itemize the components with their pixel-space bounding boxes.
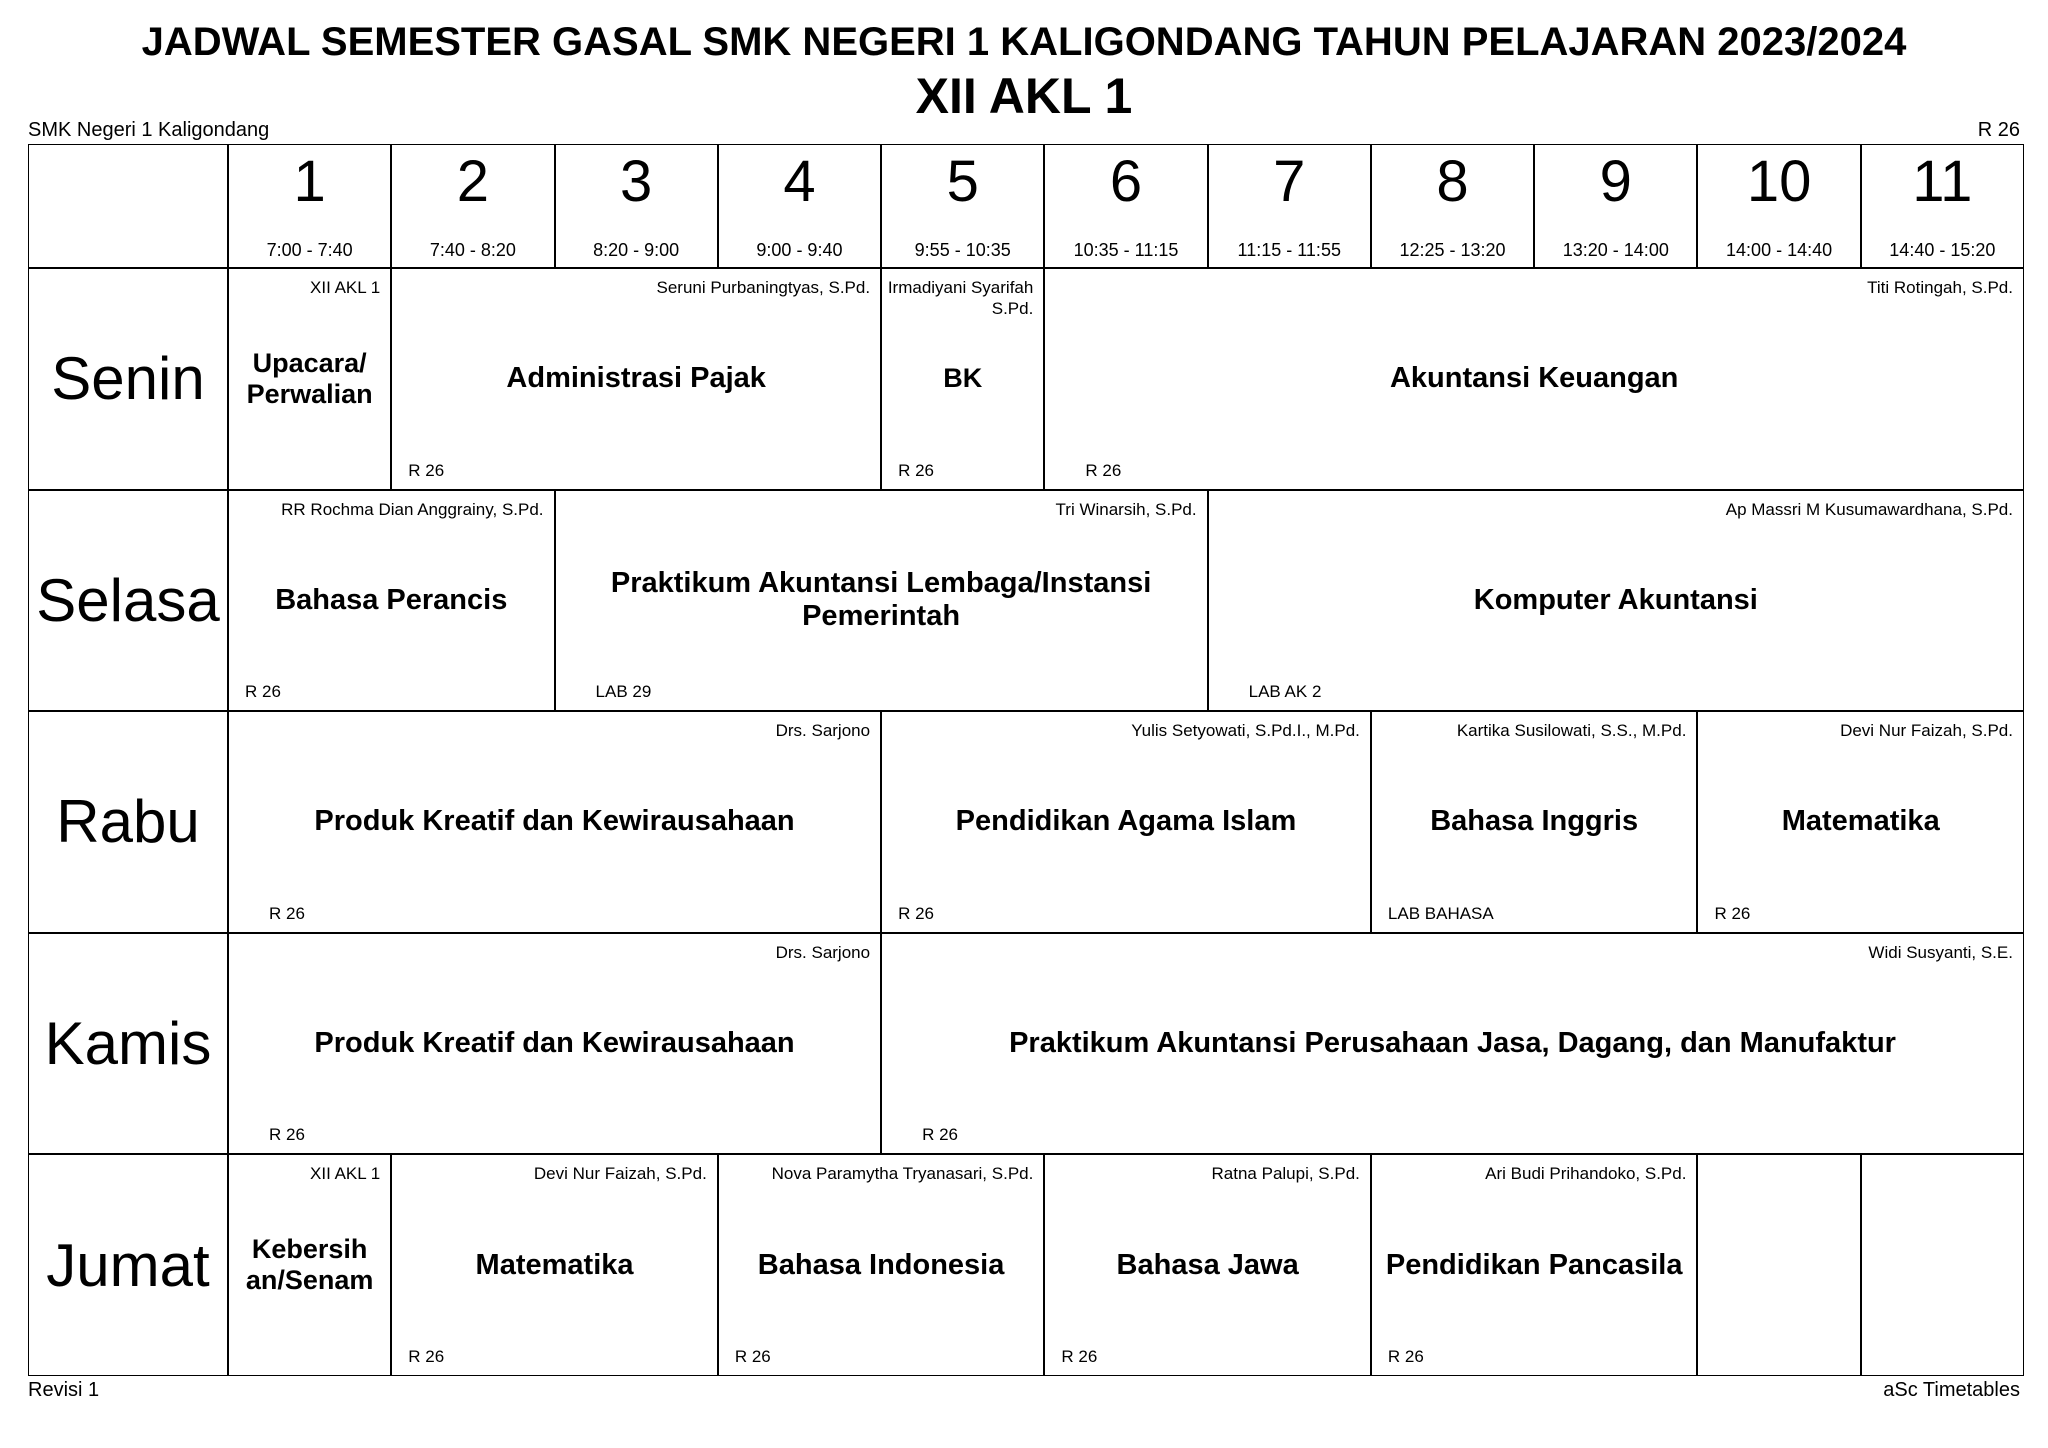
subject-name: Produk Kreatif dan Kewirausahaan: [314, 805, 795, 838]
room-label: R 26: [898, 460, 934, 480]
teacher-name: XII AKL 1: [310, 278, 381, 297]
room-label: R 26: [245, 682, 281, 702]
timetable-grid: [28, 144, 2024, 1376]
lesson-cell: [1208, 490, 2024, 712]
lesson-cell: [228, 490, 555, 712]
period-time: 8:20 - 9:00: [593, 240, 680, 260]
lesson-cell: [881, 268, 1044, 490]
teacher-name: Widi Susyanti, S.E.: [1868, 942, 2013, 962]
period-number: 11: [1912, 149, 1973, 214]
day-name: Jumat: [46, 1231, 210, 1299]
period-number: 5: [946, 149, 979, 214]
period-number: 3: [620, 149, 653, 214]
lesson-cell: [1371, 1154, 1698, 1376]
lesson-cell: [391, 1154, 718, 1376]
period-header: [228, 144, 391, 268]
lesson-cell: [1044, 1154, 1371, 1376]
period-number: 4: [783, 149, 816, 214]
lesson-cell: [391, 268, 881, 490]
period-number: 10: [1746, 149, 1812, 214]
period-time: 10:35 - 11:15: [1073, 240, 1179, 260]
lesson-cell: [228, 711, 881, 933]
subject-name: Administrasi Pajak: [506, 362, 766, 395]
period-header: [1534, 144, 1697, 268]
subject-name: Pendidikan Pancasila: [1385, 1248, 1683, 1281]
period-time: 14:40 - 15:20: [1889, 240, 1996, 260]
room-label: LAB AK 2: [1248, 682, 1322, 702]
lesson-cell: [1861, 1154, 2024, 1376]
period-time: 9:00 - 9:40: [756, 240, 843, 260]
period-number: 8: [1436, 149, 1469, 214]
lesson-cell: [228, 933, 881, 1155]
day-label-cell: [28, 490, 228, 712]
period-header: [1861, 144, 2024, 268]
subject-name: Bahasa Indonesia: [757, 1248, 1005, 1281]
room-label: R 26: [1387, 1346, 1424, 1366]
subject-name: Pendidikan Agama Islam: [955, 805, 1297, 838]
period-time: 11:15 - 11:55: [1237, 240, 1341, 260]
lesson-cell: [718, 1154, 1045, 1376]
lesson-cell: [1697, 711, 2024, 933]
period-header: [391, 144, 554, 268]
room-label: LAB BAHASA: [1387, 903, 1494, 923]
subject-name: Upacara/ Perwalian: [246, 347, 373, 409]
timetable-title: JADWAL SEMESTER GASAL SMK NEGERI 1 KALIGONDANG TAHUN PELAJARAN 2023/2024: [141, 20, 1907, 64]
day-name: Kamis: [44, 1010, 212, 1078]
teacher-name: Devi Nur Faizah, S.Pd.: [1840, 721, 2013, 741]
period-number: 7: [1273, 149, 1306, 214]
subject-name: Matematika: [475, 1248, 634, 1281]
teacher-name: RR Rochma Dian Anggrainy, S.Pd.: [281, 499, 544, 519]
room-label: R 26: [408, 460, 445, 480]
room-label: R 26: [1085, 460, 1122, 480]
lesson-cell: [228, 268, 391, 490]
subject-name: Bahasa Perancis: [275, 583, 508, 616]
revision-label: Revisi 1: [28, 1379, 100, 1401]
generator-label: aSc Timetables: [1883, 1379, 2020, 1401]
period-header: [1208, 144, 1371, 268]
period-time: 13:20 - 14:00: [1562, 240, 1669, 260]
room-label: R 26: [269, 1125, 305, 1145]
period-header: [718, 144, 881, 268]
room-label: R 26: [898, 903, 934, 923]
day-label-cell: [28, 933, 228, 1155]
teacher-name: Ap Massri M Kusumawardhana, S.Pd.: [1725, 499, 2013, 519]
subject-name: [1704, 1155, 1853, 1375]
class-name: XII AKL 1: [915, 68, 1133, 124]
room-label: R 26: [408, 1346, 445, 1366]
period-header: [1044, 144, 1207, 268]
subject-name: [1868, 1155, 2017, 1375]
day-label-cell: [28, 268, 228, 490]
period-time: 14:00 - 14:40: [1726, 240, 1833, 260]
teacher-name: Ari Budi Prihandoko, S.Pd.: [1485, 1164, 1687, 1184]
room-label: R 26: [269, 903, 305, 923]
period-time: 7:40 - 8:20: [429, 240, 516, 260]
teacher-name: Drs. Sarjono: [775, 721, 871, 741]
lesson-cell: [1371, 711, 1698, 933]
day-label-cell: [28, 1154, 228, 1376]
subject-name: Matematika: [1781, 805, 1940, 838]
day-name: Rabu: [56, 788, 200, 856]
period-number: 9: [1599, 149, 1632, 214]
day-name: Senin: [51, 345, 205, 413]
day-label-cell: [28, 711, 228, 933]
subject-name: Produk Kreatif dan Kewirausahaan: [314, 1027, 795, 1060]
room-label: R 26: [1061, 1346, 1098, 1366]
period-number: 1: [293, 149, 326, 214]
teacher-name: Kartika Susilowati, S.S., M.Pd.: [1456, 721, 1687, 741]
lesson-cell: [1044, 268, 2024, 490]
lesson-cell: [1697, 1154, 1860, 1376]
lesson-cell: [228, 1154, 391, 1376]
subject-name: Kebersih an/Senam: [245, 1234, 374, 1296]
day-name: Selasa: [36, 566, 220, 634]
period-number: 6: [1109, 149, 1143, 214]
subject-name: Komputer Akuntansi: [1473, 583, 1758, 616]
period-header: [881, 144, 1044, 268]
teacher-name: Tri Winarsih, S.Pd.: [1055, 499, 1197, 519]
lesson-cell: [555, 490, 1208, 712]
period-time: 9:55 - 10:35: [914, 240, 1011, 260]
lesson-cell: [881, 711, 1371, 933]
teacher-name: XII AKL 1: [310, 1164, 381, 1184]
period-header: [555, 144, 718, 268]
teacher-name: Nova Paramytha Tryanasari, S.Pd.: [771, 1164, 1034, 1184]
corner-cell: [28, 144, 228, 268]
lesson-cell: [881, 933, 2024, 1155]
subject-name: Praktikum Akuntansi Perusahaan Jasa, Dagang, dan Manufaktur: [1009, 1027, 1896, 1060]
subject-name: Akuntansi Keuangan: [1389, 362, 1679, 395]
period-header: [1371, 144, 1534, 268]
period-time: 7:00 - 7:40: [266, 240, 353, 260]
subject-name: Bahasa Jawa: [1116, 1248, 1299, 1281]
teacher-name: Titi Rotingah, S.Pd.: [1867, 278, 2013, 297]
teacher-name: Seruni Purbaningtyas, S.Pd.: [656, 278, 871, 297]
teacher-name: Yulis Setyowati, S.Pd.I., M.Pd.: [1131, 721, 1360, 741]
room-label: R 26: [1714, 903, 1751, 923]
room-label: LAB 29: [595, 682, 652, 702]
home-room: R 26: [1977, 119, 2020, 141]
period-number: 2: [456, 149, 490, 214]
period-time: 12:25 - 13:20: [1399, 240, 1506, 260]
teacher-name: Drs. Sarjono: [775, 942, 871, 962]
subject-name: BK: [943, 363, 983, 394]
period-header: [1697, 144, 1860, 268]
subject-name: Bahasa Inggris: [1430, 805, 1639, 838]
school-name: SMK Negeri 1 Kaligondang: [28, 119, 270, 141]
teacher-name: Devi Nur Faizah, S.Pd.: [533, 1164, 707, 1184]
teacher-name: Ratna Palupi, S.Pd.: [1211, 1164, 1360, 1184]
room-label: R 26: [734, 1346, 771, 1366]
teacher-name: Irmadiyani Syarifah S.Pd.: [887, 278, 1034, 318]
room-label: R 26: [922, 1125, 958, 1145]
subject-name: Praktikum Akuntansi Lembaga/Instansi Pemerintah: [610, 567, 1152, 633]
